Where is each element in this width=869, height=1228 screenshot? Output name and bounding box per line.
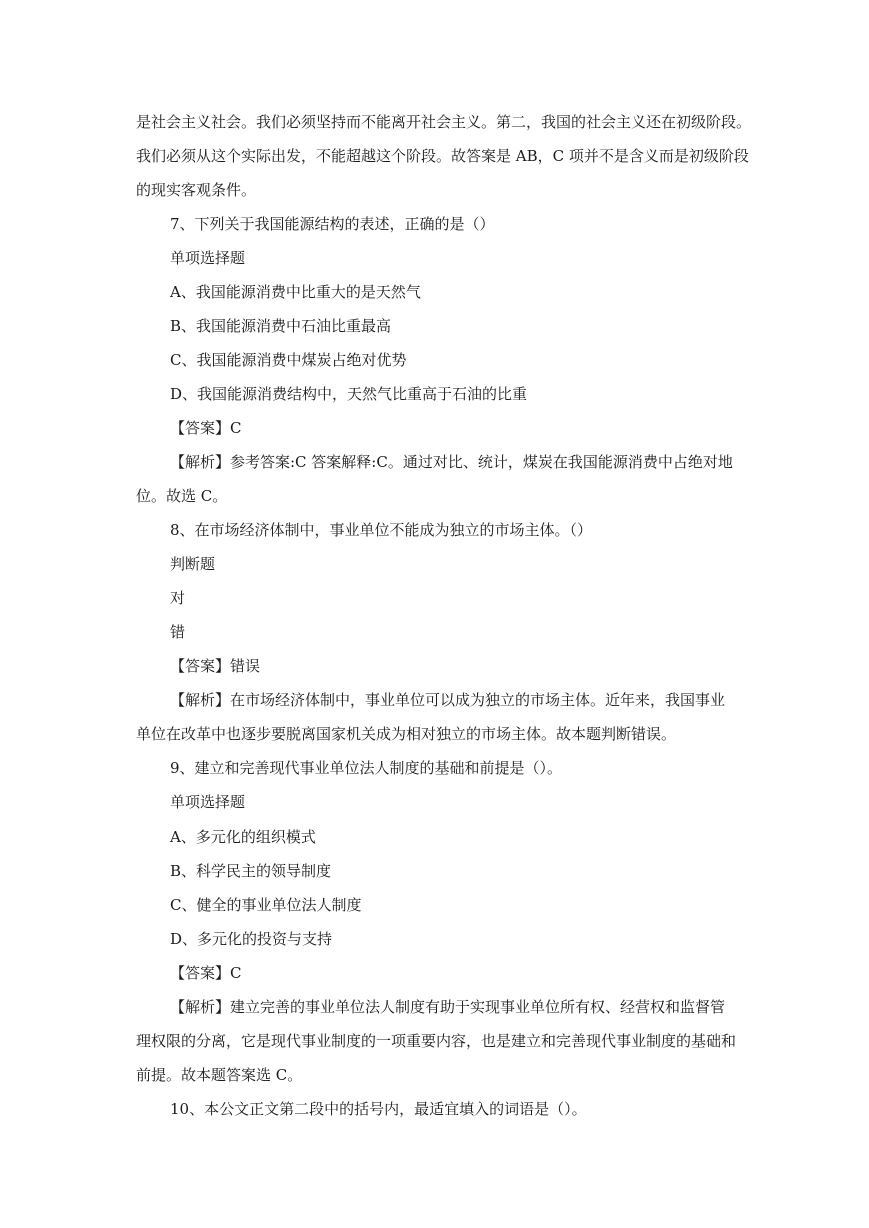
option-false: 错: [170, 623, 186, 641]
text-line: 我们必须从这个实际出发，不能超越这个阶段。故答案是 AB，C 项并不是含义而是初级阶段: [136, 147, 749, 165]
text-line: 是社会主义社会。我们必须坚持而不能离开社会主义。第二，我国的社会主义还在初级阶段。: [136, 113, 752, 131]
explanation-continued: 单位在改革中也逐步要脱离国家机关成为相对独立的市场主体。故本题判断错误。: [136, 725, 677, 743]
option-a: A、我国能源消费中比重大的是天然气: [170, 283, 421, 301]
question-8: 8、在市场经济体制中，事业单位不能成为独立的市场主体。（）: [170, 521, 593, 539]
explanation: 【解析】建立完善的事业单位法人制度有助于实现事业单位所有权、经营权和监督管: [170, 998, 726, 1016]
option-c: C、我国能源消费中煤炭占绝对优势: [170, 351, 407, 369]
question-9: 9、建立和完善现代事业单位法人制度的基础和前提是（）。: [170, 759, 563, 777]
question-type: 单项选择题: [170, 793, 246, 811]
explanation: 【解析】在市场经济体制中，事业单位可以成为独立的市场主体。近年来，我国事业: [170, 691, 726, 709]
explanation-continued: 前提。故本题答案选 C。: [136, 1066, 303, 1084]
question-type: 单项选择题: [170, 249, 246, 267]
option-c: C、健全的事业单位法人制度: [170, 896, 362, 914]
question-10: 10、本公文正文第二段中的括号内，最适宜填入的词语是（）。: [170, 1100, 587, 1118]
answer: 【答案】C: [170, 964, 242, 982]
option-d: D、多元化的投资与支持: [170, 930, 333, 948]
option-d: D、我国能源消费结构中，天然气比重高于石油的比重: [170, 385, 528, 403]
explanation: 【解析】参考答案:C 答案解释:C。通过对比、统计，煤炭在我国能源消费中占绝对地: [170, 453, 733, 471]
answer: 【答案】错误: [170, 657, 261, 675]
question-type: 判断题: [170, 555, 216, 573]
explanation-continued: 理权限的分离，它是现代事业制度的一项重要内容，也是建立和完善现代事业制度的基础和: [136, 1032, 737, 1050]
option-b: B、我国能源消费中石油比重最高: [170, 317, 392, 335]
option-true: 对: [170, 589, 186, 607]
answer: 【答案】C: [170, 419, 242, 437]
explanation-continued: 位。故选 C。: [136, 487, 228, 505]
option-a: A、多元化的组织模式: [170, 828, 316, 846]
option-b: B、科学民主的领导制度: [170, 862, 332, 880]
text-line: 的现实客观条件。: [136, 181, 257, 199]
question-7: 7、下列关于我国能源结构的表述，正确的是（）: [170, 215, 495, 233]
